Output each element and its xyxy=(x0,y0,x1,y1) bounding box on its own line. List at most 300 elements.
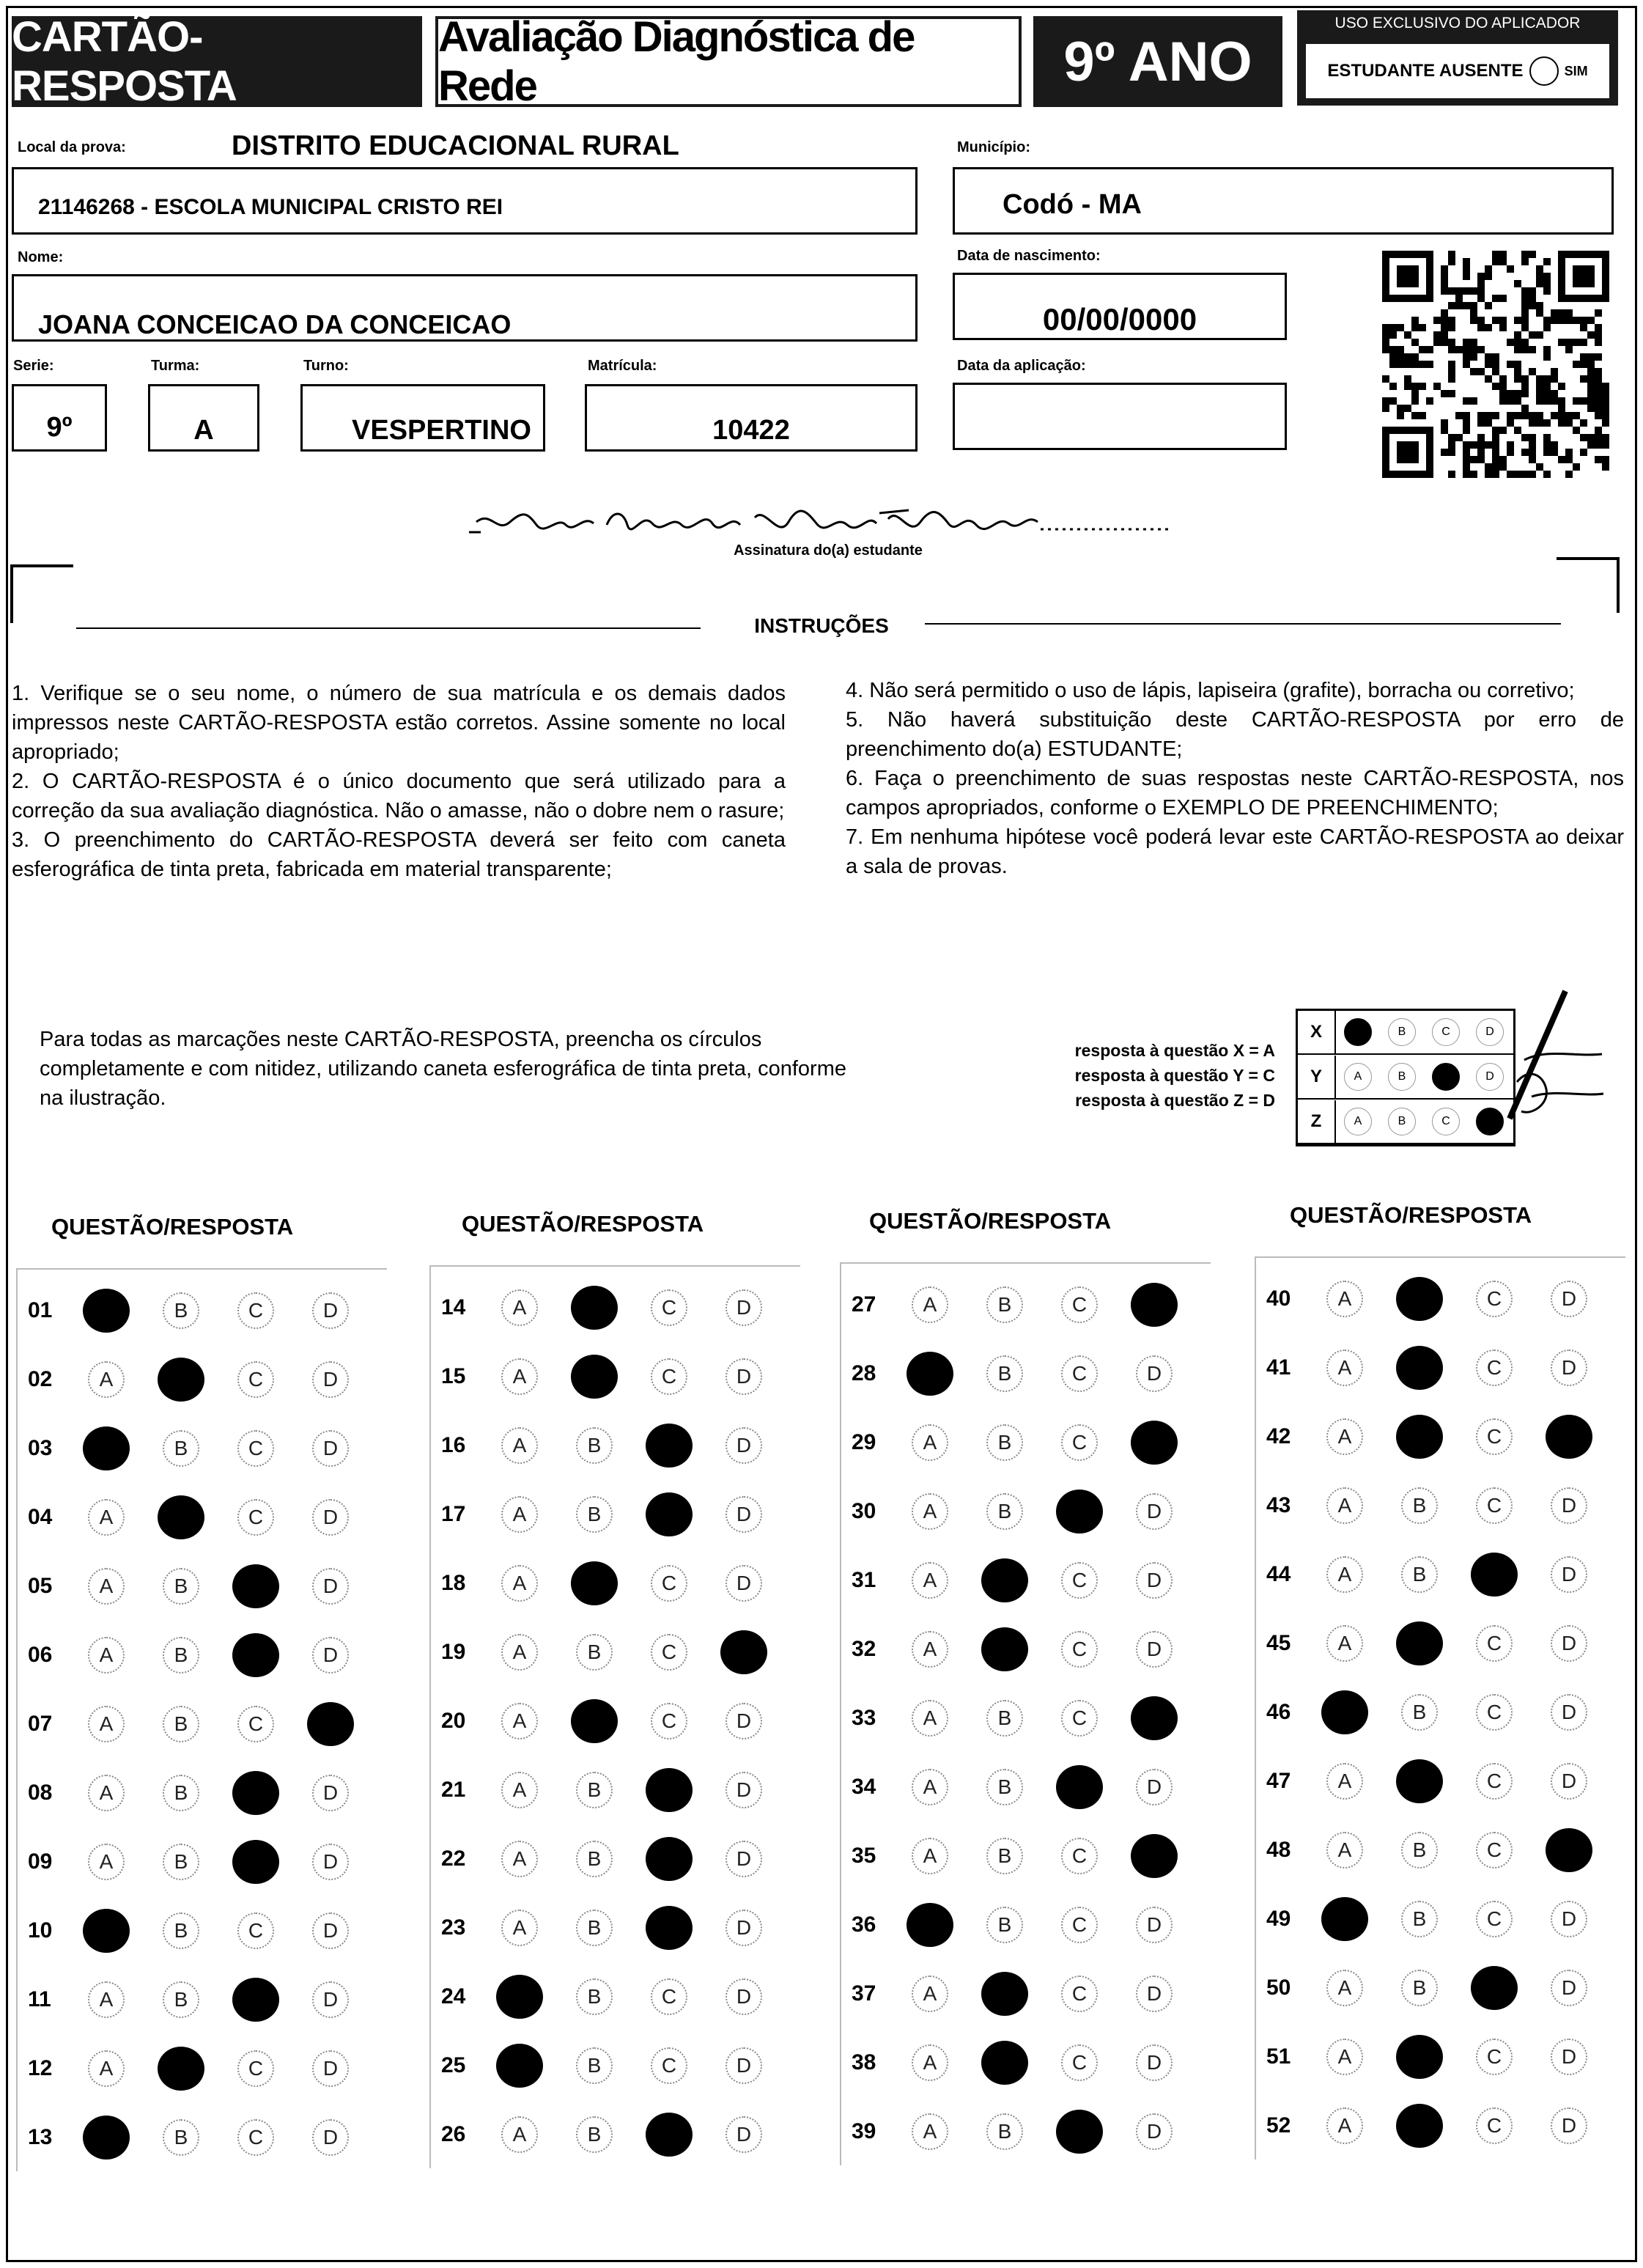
example-bubble-c: C xyxy=(1432,1018,1460,1046)
answer-bubble-c[interactable]: C xyxy=(1061,1976,1098,2012)
question-row xyxy=(841,1696,1192,1740)
answer-bubble-d[interactable]: D xyxy=(312,1568,349,1605)
answer-bubble-d[interactable]: D xyxy=(1136,1355,1173,1392)
question-number: 26 xyxy=(441,2122,466,2146)
answer-bubble-b[interactable]: B xyxy=(981,2041,1028,2085)
answer-bubble-d[interactable]: D xyxy=(725,2116,762,2153)
answer-bubble-c[interactable]: C xyxy=(651,1358,687,1395)
answer-bubble-c[interactable]: C xyxy=(1476,1901,1513,1937)
serie-value: 9º xyxy=(46,412,73,443)
answer-bubble-b[interactable]: B xyxy=(163,2119,199,2156)
question-row xyxy=(1256,1346,1606,1390)
answer-bubble-a[interactable]: A xyxy=(907,1352,953,1396)
question-row xyxy=(18,1289,368,1333)
answer-bubble-a[interactable]: A xyxy=(1326,1625,1363,1662)
answer-bubble-a[interactable]: A xyxy=(1321,1897,1368,1941)
answer-bubble-b[interactable]: B xyxy=(1396,1415,1443,1459)
question-number: 46 xyxy=(1266,1700,1291,1724)
answer-bubble-d[interactable]: D xyxy=(725,1565,762,1602)
answer-bubble-a[interactable]: A xyxy=(501,1496,538,1533)
answer-bubble-c[interactable]: C xyxy=(651,1978,687,2015)
question-row xyxy=(1256,1484,1606,1528)
absent-option: SIM xyxy=(1564,63,1588,78)
answer-bubble-a[interactable]: A xyxy=(496,1975,543,2019)
question-number: 08 xyxy=(28,1781,53,1805)
answer-bubble-b[interactable]: B xyxy=(571,1561,618,1605)
answer-bubble-a[interactable]: A xyxy=(501,1772,538,1808)
answer-bubble-c[interactable]: C xyxy=(1476,1832,1513,1868)
answer-bubble-a[interactable]: A xyxy=(88,1706,125,1742)
question-number: 52 xyxy=(1266,2113,1291,2138)
answer-bubble-d[interactable]: D xyxy=(312,1775,349,1811)
answer-bubble-d[interactable]: D xyxy=(725,1289,762,1326)
answer-bubble-a[interactable]: A xyxy=(1326,1350,1363,1386)
answer-bubble-b[interactable]: B xyxy=(1401,1694,1438,1731)
answer-bubble-c[interactable]: C xyxy=(237,2119,274,2156)
question-row xyxy=(841,1972,1192,2016)
answer-bubble-d[interactable]: D xyxy=(1546,1415,1592,1459)
question-row xyxy=(841,1627,1192,1671)
answer-bubble-b[interactable]: B xyxy=(576,1841,613,1877)
answer-bubble-a[interactable]: A xyxy=(1326,1418,1363,1455)
question-row xyxy=(1256,1621,1606,1665)
answer-bubble-a[interactable]: A xyxy=(88,1361,125,1398)
question-row xyxy=(431,2113,781,2157)
answer-bubble-b[interactable]: B xyxy=(163,1637,199,1674)
example-legend xyxy=(1026,1038,1275,1113)
answer-bubble-c[interactable]: C xyxy=(646,1768,693,1812)
question-row xyxy=(841,2110,1192,2154)
answer-bubble-a[interactable]: A xyxy=(1326,2107,1363,2144)
answer-bubble-b[interactable]: B xyxy=(576,1427,613,1464)
answer-bubble-b[interactable]: B xyxy=(1396,2104,1443,2148)
nascimento-label: Data de nascimento: xyxy=(957,248,1101,264)
answer-bubble-c[interactable]: C xyxy=(232,1978,279,2022)
question-row xyxy=(1256,1690,1606,1734)
answer-bubble-a[interactable]: A xyxy=(88,1499,125,1536)
answer-bubble-a[interactable]: A xyxy=(88,1775,125,1811)
question-number: 37 xyxy=(852,1981,876,2006)
answer-bubble-c[interactable]: C xyxy=(1061,1355,1098,1392)
question-number: 38 xyxy=(852,2050,876,2074)
question-row xyxy=(431,1561,781,1605)
answer-bubble-d[interactable]: D xyxy=(1551,1350,1587,1386)
answer-bubble-d[interactable]: D xyxy=(1136,1769,1173,1805)
answer-bubble-b[interactable]: B xyxy=(576,2116,613,2153)
answer-bubble-d[interactable]: D xyxy=(725,1910,762,1946)
example-row xyxy=(1298,1100,1513,1144)
answer-bubble-c[interactable]: C xyxy=(1061,1838,1098,1874)
example-bubble-d: D xyxy=(1476,1108,1504,1135)
answer-bubble-a[interactable]: A xyxy=(83,1426,130,1470)
answer-bubble-c[interactable]: C xyxy=(1476,1350,1513,1386)
answer-bubble-b[interactable]: B xyxy=(576,1496,613,1533)
answer-bubble-d[interactable]: D xyxy=(307,1702,354,1746)
answer-bubble-d[interactable]: D xyxy=(725,1772,762,1808)
answer-bubble-b[interactable]: B xyxy=(981,1558,1028,1602)
question-number: 42 xyxy=(1266,1424,1291,1448)
answer-bubble-c[interactable]: C xyxy=(232,1840,279,1884)
answer-bubble-d[interactable]: D xyxy=(1546,1828,1592,1872)
example-bubble-b: B xyxy=(1388,1063,1416,1091)
answer-bubble-d[interactable]: D xyxy=(1551,2107,1587,2144)
answer-bubble-c[interactable]: C xyxy=(232,1564,279,1608)
answer-bubble-d[interactable]: D xyxy=(312,1499,349,1536)
answer-bubble-a[interactable]: A xyxy=(1326,1763,1363,1800)
answer-bubble-c[interactable]: C xyxy=(237,1499,274,1536)
answer-bubble-a[interactable]: A xyxy=(1326,1487,1363,1524)
municipio-value: Codó - MA xyxy=(1003,189,1142,220)
answer-bubble-d[interactable]: D xyxy=(1136,2044,1173,2081)
answer-bubble-d[interactable]: D xyxy=(725,1841,762,1877)
answer-bubble-b[interactable]: B xyxy=(986,1907,1023,1943)
question-number: 20 xyxy=(441,1709,466,1733)
answer-bubble-b[interactable]: B xyxy=(163,1706,199,1742)
answer-bubble-d[interactable]: D xyxy=(312,2119,349,2156)
question-number: 29 xyxy=(852,1430,876,1454)
answer-bubble-b[interactable]: B xyxy=(158,2047,204,2091)
answer-bubble-a[interactable]: A xyxy=(1326,1832,1363,1868)
answer-bubble-c[interactable]: C xyxy=(237,2050,274,2087)
answer-bubble-b[interactable]: B xyxy=(986,1700,1023,1737)
answer-bubble-a[interactable]: A xyxy=(88,1637,125,1674)
answer-bubble-b[interactable]: B xyxy=(986,1424,1023,1461)
answer-bubble-b[interactable]: B xyxy=(163,1775,199,1811)
answer-bubble-c[interactable]: C xyxy=(1061,1424,1098,1461)
absent-checkbox[interactable] xyxy=(1306,44,1609,98)
answer-bubble-c[interactable]: C xyxy=(237,1706,274,1742)
question-row xyxy=(841,1421,1192,1465)
answer-bubble-b[interactable]: B xyxy=(163,1981,199,2018)
answer-bubble-c[interactable]: C xyxy=(1061,2044,1098,2081)
answer-bubble-d[interactable]: D xyxy=(312,1292,349,1329)
answer-bubble-a[interactable]: A xyxy=(501,2116,538,2153)
answer-bubble-b[interactable]: B xyxy=(163,1844,199,1880)
answer-bubble-a[interactable]: A xyxy=(88,2050,125,2087)
answer-bubble-c[interactable]: C xyxy=(1061,1562,1098,1599)
answer-bubble-a[interactable]: A xyxy=(907,1903,953,1947)
answer-bubble-c[interactable]: C xyxy=(1476,1487,1513,1524)
answer-bubble-b[interactable]: B xyxy=(1396,2035,1443,2079)
question-number: 06 xyxy=(28,1643,53,1667)
answer-bubble-a[interactable]: A xyxy=(501,1565,538,1602)
answer-bubble-a[interactable]: A xyxy=(912,1700,948,1737)
answer-bubble-b[interactable]: B xyxy=(163,1292,199,1329)
answer-bubble-d[interactable]: D xyxy=(725,1427,762,1464)
answer-bubble-c[interactable]: C xyxy=(651,1565,687,1602)
answer-bubble-c[interactable]: C xyxy=(232,1771,279,1815)
question-row xyxy=(431,1699,781,1743)
question-row xyxy=(431,1768,781,1812)
answer-bubble-b[interactable]: B xyxy=(1396,1346,1443,1390)
answer-bubble-b[interactable]: B xyxy=(576,1910,613,1946)
answer-bubble-c[interactable]: C xyxy=(1476,1625,1513,1662)
answer-bubble-c[interactable]: C xyxy=(232,1633,279,1677)
answer-bubble-c[interactable]: C xyxy=(1476,2107,1513,2144)
answer-bubble-c[interactable]: C xyxy=(1471,1966,1518,2010)
answer-bubble-a[interactable]: A xyxy=(496,2044,543,2088)
question-row xyxy=(18,2047,368,2091)
answer-bubble-a[interactable]: A xyxy=(88,1844,125,1880)
answer-bubble-b[interactable]: B xyxy=(163,1568,199,1605)
question-row xyxy=(431,1286,781,1330)
answer-bubble-b[interactable]: B xyxy=(576,1772,613,1808)
answer-bubble-a[interactable]: A xyxy=(912,1631,948,1668)
answer-bubble-a[interactable]: A xyxy=(912,2044,948,2081)
answer-bubble-a[interactable]: A xyxy=(912,1769,948,1805)
answer-bubble-c[interactable]: C xyxy=(1056,1765,1103,1809)
example-bubble-d: D xyxy=(1476,1063,1504,1091)
answer-bubble-c[interactable]: C xyxy=(237,1912,274,1949)
question-number: 45 xyxy=(1266,1631,1291,1655)
answer-bubble-a[interactable]: A xyxy=(912,1976,948,2012)
answer-bubble-d[interactable]: D xyxy=(720,1630,767,1674)
answer-bubble-d[interactable]: D xyxy=(1131,1283,1178,1327)
question-number: 50 xyxy=(1266,1976,1291,2000)
answer-bubble-c[interactable]: C xyxy=(646,2113,693,2157)
answer-bubble-d[interactable]: D xyxy=(1131,1696,1178,1740)
question-row xyxy=(1256,1759,1606,1803)
instructions-right xyxy=(846,676,1624,881)
answer-bubble-c[interactable]: C xyxy=(651,1703,687,1739)
answer-bubble-a[interactable]: A xyxy=(88,1568,125,1605)
answer-bubble-b[interactable]: B xyxy=(986,1493,1023,1530)
answer-bubble-c[interactable]: C xyxy=(651,1634,687,1671)
example-row xyxy=(1298,1056,1513,1100)
answer-bubble-b[interactable]: B xyxy=(576,1634,613,1671)
answer-bubble-d[interactable]: D xyxy=(725,1496,762,1533)
answer-bubble-d[interactable]: D xyxy=(312,2050,349,2087)
answer-bubble-b[interactable]: B xyxy=(163,1430,199,1467)
answer-bubble-d[interactable]: D xyxy=(1136,1493,1173,1530)
answer-bubble-b[interactable]: B xyxy=(571,1699,618,1743)
answer-bubble-d[interactable]: D xyxy=(312,1844,349,1880)
answer-bubble-d[interactable]: D xyxy=(1551,1487,1587,1524)
example-row xyxy=(1298,1011,1513,1055)
question-row xyxy=(431,1837,781,1881)
answer-bubble-a[interactable]: A xyxy=(501,1703,538,1739)
question-row xyxy=(1256,2104,1606,2148)
answer-bubble-a[interactable]: A xyxy=(1326,1970,1363,2006)
answer-bubble-d[interactable]: D xyxy=(1131,1834,1178,1878)
question-row xyxy=(431,2044,781,2088)
answer-bubble-c[interactable]: C xyxy=(651,2047,687,2084)
answer-bubble-b[interactable]: B xyxy=(1396,1759,1443,1803)
question-row xyxy=(841,2041,1192,2085)
answer-bubble-b[interactable]: B xyxy=(1401,1970,1438,2006)
answer-bubble-c[interactable]: C xyxy=(1476,1763,1513,1800)
answer-bubble-b[interactable]: B xyxy=(571,1286,618,1330)
answer-bubble-a[interactable]: A xyxy=(83,2116,130,2160)
question-number: 35 xyxy=(852,1844,876,1868)
answer-bubble-a[interactable]: A xyxy=(501,1427,538,1464)
question-number: 01 xyxy=(28,1298,53,1322)
answer-bubble-b[interactable]: B xyxy=(158,1495,204,1539)
answer-bubble-b[interactable]: B xyxy=(986,2113,1023,2150)
question-row xyxy=(431,1492,781,1536)
answer-bubble-d[interactable]: D xyxy=(1136,1976,1173,2012)
example-legend-z: resposta à questão Z = D xyxy=(1075,1091,1275,1110)
question-number: 27 xyxy=(852,1292,876,1317)
signature-label: Assinatura do(a) estudante xyxy=(734,542,923,559)
local-school: 21146268 - ESCOLA MUNICIPAL CRISTO REI xyxy=(38,195,503,219)
question-row xyxy=(431,1424,781,1468)
question-row xyxy=(841,1558,1192,1602)
answer-bubble-b[interactable]: B xyxy=(986,1355,1023,1392)
answer-bubble-b[interactable]: B xyxy=(1401,1832,1438,1868)
answer-bubble-c[interactable]: C xyxy=(1476,1281,1513,1317)
question-row xyxy=(431,1630,781,1674)
question-row xyxy=(841,1765,1192,1809)
answer-bubble-d[interactable]: D xyxy=(1551,1763,1587,1800)
answer-bubble-b[interactable]: B xyxy=(986,1838,1023,1874)
answer-bubble-d[interactable]: D xyxy=(312,1430,349,1467)
answer-bubble-a[interactable]: A xyxy=(1326,1281,1363,1317)
question-row xyxy=(431,1975,781,2019)
answer-bubble-b[interactable]: B xyxy=(986,1769,1023,1805)
answer-bubble-a[interactable]: A xyxy=(1326,1556,1363,1593)
answer-bubble-a[interactable]: A xyxy=(501,1358,538,1395)
answer-bubble-d[interactable]: D xyxy=(1551,1970,1587,2006)
answer-column xyxy=(16,1268,387,2171)
answer-bubble-d[interactable]: D xyxy=(1136,1907,1173,1943)
question-row xyxy=(18,1495,368,1539)
answer-column-header: QUESTÃO/RESPOSTA xyxy=(869,1208,1112,1234)
answer-column xyxy=(1255,1256,1625,2160)
answer-bubble-c[interactable]: C xyxy=(1476,1418,1513,1455)
answer-bubble-b[interactable]: B xyxy=(1396,1621,1443,1665)
answer-bubble-d[interactable]: D xyxy=(1136,1562,1173,1599)
nascimento-value: 00/00/0000 xyxy=(1042,302,1197,336)
answer-bubble-c[interactable]: C xyxy=(237,1292,274,1329)
answer-bubble-b[interactable]: B xyxy=(1401,1556,1438,1593)
answer-bubble-d[interactable]: D xyxy=(725,1358,762,1395)
answer-bubble-c[interactable]: C xyxy=(1061,1286,1098,1323)
answer-bubble-c[interactable]: C xyxy=(1476,2039,1513,2075)
answer-bubble-d[interactable]: D xyxy=(312,1637,349,1674)
answer-bubble-b[interactable]: B xyxy=(576,1978,613,2015)
answer-bubble-c[interactable]: C xyxy=(237,1430,274,1467)
answer-bubble-a[interactable]: A xyxy=(912,1562,948,1599)
answer-bubble-b[interactable]: B xyxy=(981,1627,1028,1671)
example-grid xyxy=(1296,1009,1515,1146)
example-text: Para todas as marcações neste CARTÃO-RESPOSTA, preencha os círculos completamente e com nitidez, utilizando caneta esferográfica de tinta preta, conforme na ilustração. xyxy=(40,1028,846,1110)
example-row-label: Z xyxy=(1298,1100,1336,1143)
question-row xyxy=(18,1633,368,1677)
question-number: 49 xyxy=(1266,1907,1291,1931)
answer-bubble-c[interactable]: C xyxy=(1056,1490,1103,1534)
answer-bubble-d[interactable]: D xyxy=(1551,1625,1587,1662)
grade-badge: 9º ANO xyxy=(1033,16,1282,107)
answer-bubble-c[interactable]: C xyxy=(1061,1631,1098,1668)
answer-bubble-b[interactable]: B xyxy=(158,1358,204,1402)
answer-bubble-a[interactable]: A xyxy=(912,1838,948,1874)
answer-bubble-a[interactable]: A xyxy=(912,2113,948,2150)
answer-bubble-d[interactable]: D xyxy=(1136,2113,1173,2150)
answer-bubble-c[interactable]: C xyxy=(646,1492,693,1536)
answer-bubble-c[interactable]: C xyxy=(237,1361,274,1398)
matricula-label: Matrícula: xyxy=(588,358,657,374)
answer-bubble-a[interactable]: A xyxy=(1326,2039,1363,2075)
answer-bubble-b[interactable]: B xyxy=(986,1286,1023,1323)
answer-bubble-b[interactable]: B xyxy=(576,2047,613,2084)
answer-bubble-a[interactable]: A xyxy=(501,1289,538,1326)
answer-bubble-b[interactable]: B xyxy=(1396,1277,1443,1321)
answer-bubble-d[interactable]: D xyxy=(312,1361,349,1398)
answer-bubble-d[interactable]: D xyxy=(312,1912,349,1949)
question-number: 23 xyxy=(441,1915,466,1940)
answer-bubble-d[interactable]: D xyxy=(725,1978,762,2015)
answer-bubble-c[interactable]: C xyxy=(646,1424,693,1468)
example-row-label: X xyxy=(1298,1011,1336,1053)
answer-bubble-a[interactable]: A xyxy=(501,1634,538,1671)
answer-bubble-a[interactable]: A xyxy=(83,1289,130,1333)
answer-bubble-a[interactable]: A xyxy=(501,1841,538,1877)
question-row xyxy=(841,1903,1192,1947)
answer-bubble-c[interactable]: C xyxy=(1476,1694,1513,1731)
answer-bubble-c[interactable]: C xyxy=(1061,1907,1098,1943)
answer-bubble-a[interactable]: A xyxy=(912,1424,948,1461)
question-row xyxy=(18,1358,368,1402)
answer-bubble-b[interactable]: B xyxy=(1401,1901,1438,1937)
question-number: 12 xyxy=(28,2056,53,2080)
answer-bubble-d[interactable]: D xyxy=(1131,1421,1178,1465)
absent-bubble[interactable] xyxy=(1529,56,1559,86)
answer-bubble-a[interactable]: A xyxy=(912,1493,948,1530)
answer-bubble-d[interactable]: D xyxy=(312,1981,349,2018)
answer-bubble-b[interactable]: B xyxy=(1401,1487,1438,1524)
answer-bubble-a[interactable]: A xyxy=(83,1909,130,1953)
answer-bubble-c[interactable]: C xyxy=(651,1289,687,1326)
turma-label: Turma: xyxy=(151,358,200,374)
answer-bubble-c[interactable]: C xyxy=(1056,2110,1103,2154)
answer-bubble-c[interactable]: C xyxy=(1061,1700,1098,1737)
answer-bubble-a[interactable]: A xyxy=(88,1981,125,2018)
answer-bubble-d[interactable]: D xyxy=(1136,1631,1173,1668)
answer-bubble-c[interactable]: C xyxy=(646,1837,693,1881)
question-number: 48 xyxy=(1266,1838,1291,1862)
question-number: 39 xyxy=(852,2119,876,2143)
question-row xyxy=(841,1490,1192,1534)
answer-bubble-a[interactable]: A xyxy=(501,1910,538,1946)
example-bubble-a: A xyxy=(1344,1108,1372,1135)
answer-bubble-d[interactable]: D xyxy=(1551,1694,1587,1731)
answer-bubble-d[interactable]: D xyxy=(1551,1901,1587,1937)
question-row xyxy=(1256,1966,1606,2010)
question-number: 11 xyxy=(28,1987,51,2011)
example-bubble-c: C xyxy=(1432,1108,1460,1135)
answer-bubble-c[interactable]: C xyxy=(1471,1553,1518,1597)
answer-bubble-d[interactable]: D xyxy=(1551,2039,1587,2075)
answer-bubble-a[interactable]: A xyxy=(912,1286,948,1323)
answer-bubble-b[interactable]: B xyxy=(163,1912,199,1949)
answer-bubble-c[interactable]: C xyxy=(646,1906,693,1950)
answer-bubble-d[interactable]: D xyxy=(725,1703,762,1739)
student-signature xyxy=(440,496,1173,547)
question-number: 33 xyxy=(852,1706,876,1730)
answer-bubble-d[interactable]: D xyxy=(725,2047,762,2084)
question-row xyxy=(18,1564,368,1608)
answer-bubble-b[interactable]: B xyxy=(981,1972,1028,2016)
applicator-box xyxy=(1297,10,1618,106)
answer-bubble-b[interactable]: B xyxy=(571,1355,618,1399)
municipio-label: Município: xyxy=(957,139,1030,155)
example-bubble-a: A xyxy=(1344,1063,1372,1091)
answer-bubble-d[interactable]: D xyxy=(1551,1556,1587,1593)
question-row xyxy=(18,1702,368,1746)
answer-bubble-d[interactable]: D xyxy=(1551,1281,1587,1317)
answer-bubble-a[interactable]: A xyxy=(1321,1690,1368,1734)
